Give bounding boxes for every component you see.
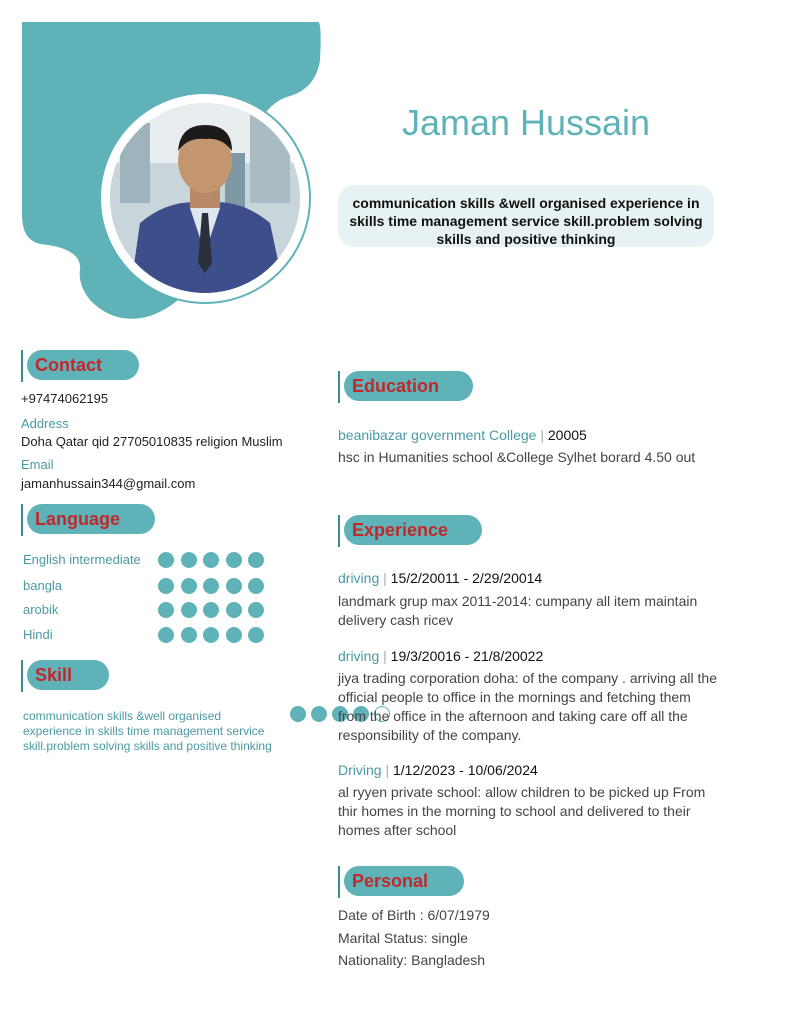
language-row <box>23 602 273 620</box>
address-label: Address <box>21 416 69 431</box>
personal-marital-status: Marital Status: single <box>338 930 468 946</box>
candidate-name: Jaman Hussain <box>401 102 651 143</box>
skill-title: Skill <box>27 660 109 690</box>
experience-title: Experience <box>344 515 482 545</box>
experience-role: driving <box>338 648 380 664</box>
language-level-dots <box>158 578 271 596</box>
language-name: English intermediate <box>23 552 141 567</box>
language-row <box>23 578 273 596</box>
education-entry-head: beanibazar government College | 20005 <box>338 427 587 443</box>
language-level-dots <box>158 552 271 570</box>
education-detail: hsc in Humanities school &College Sylhet borard 4.50 out <box>338 449 696 465</box>
personal-title: Personal <box>344 866 464 896</box>
language-name: bangla <box>23 578 63 593</box>
experience-role: driving <box>338 570 380 586</box>
education-year: 20005 <box>547 427 587 443</box>
email-label: Email <box>21 457 54 472</box>
language-name: Hindi <box>23 627 53 642</box>
contact-title: Contact <box>27 350 139 380</box>
experience-entry-head: driving | 19/3/20016 - 21/8/20022 <box>338 648 544 664</box>
experience-entry-head: Driving | 1/12/2023 - 10/06/2024 <box>338 762 538 778</box>
experience-desc: jiya trading corporation doha: of the company . arriving all the official people to office in the mornings and fetching them from the office in the afternoon and taking care off all the responsibility of the company. <box>338 670 717 743</box>
experience-desc: al ryyen private school: allow children to be picked up From thir homes in the morning to school and delivered to their homes after school <box>338 784 706 838</box>
experience-date: 19/3/20016 - 21/8/20022 <box>390 648 544 664</box>
personal-nationality: Nationality: Bangladesh <box>338 952 486 968</box>
language-level-dots <box>158 602 271 620</box>
education-title: Education <box>344 371 473 401</box>
experience-date: 1/12/2023 - 10/06/2024 <box>393 762 538 778</box>
language-level-dots <box>158 627 271 645</box>
language-row <box>23 627 273 645</box>
experience-entry-head: driving | 15/2/20011 - 2/29/20014 <box>338 570 543 586</box>
email-value: jamanhussain344@gmail.com <box>21 476 196 491</box>
contact-phone: +97474062195 <box>21 391 109 406</box>
summary-text: communication skills &well organised experience in skills time management service skill.problem solving skills and positive thinking <box>349 195 703 247</box>
education-school: beanibazar government College <box>338 427 537 443</box>
language-row <box>23 552 273 570</box>
language-title: Language <box>27 504 155 534</box>
language-name: arobik <box>23 602 59 617</box>
profile-photo <box>101 94 309 302</box>
personal-dob: Date of Birth : 6/07/1979 <box>338 907 490 923</box>
address-value: Doha Qatar qid 27705010835 religion Muslim <box>21 434 283 449</box>
skill-text: communication skills &well organised experience in skills time management service skill.problem solving skills and positive thinking <box>23 709 272 753</box>
experience-date: 15/2/20011 - 2/29/20014 <box>390 570 543 586</box>
experience-desc: landmark grup max 2011-2014: cumpany all item maintain delivery cash ricev <box>338 593 698 628</box>
experience-role: Driving <box>338 762 382 778</box>
